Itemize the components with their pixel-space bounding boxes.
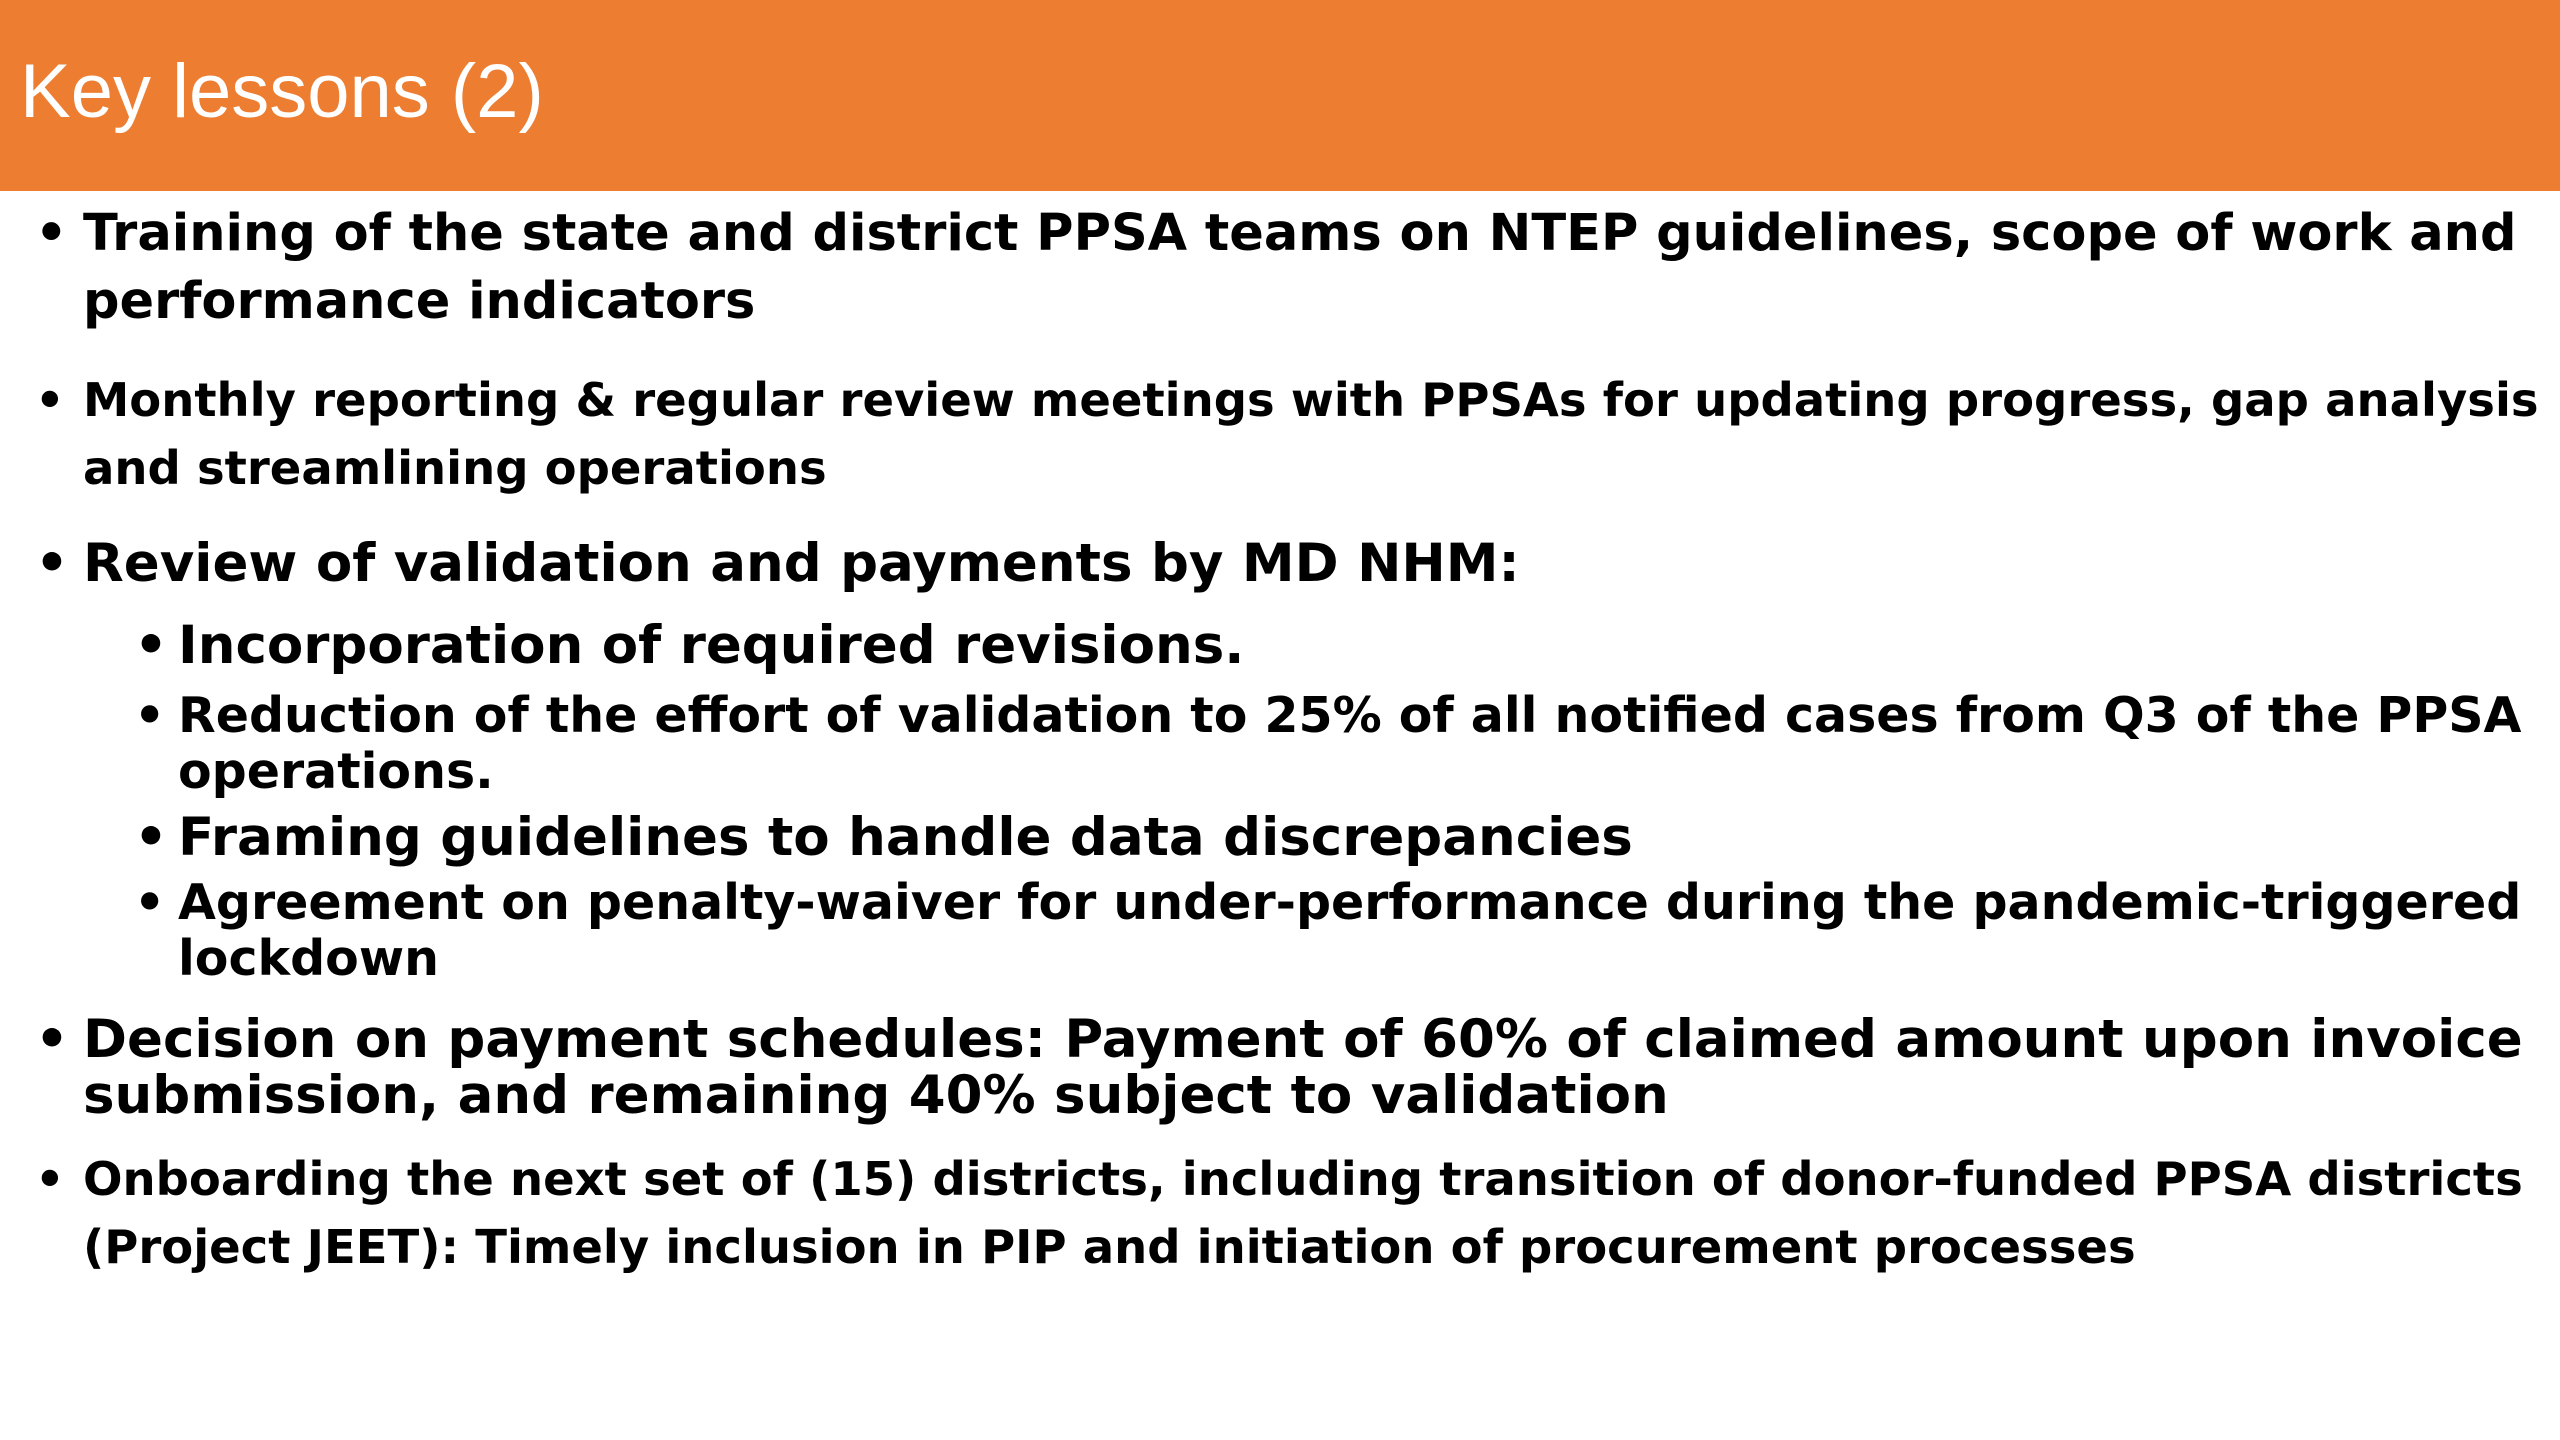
- bullet-text-line: Incorporation of required revisions.: [178, 615, 1245, 676]
- sub-bullet-item-framing: [134, 804, 1633, 872]
- bullet-item-training: [35, 200, 2517, 336]
- bullet-text-line: operations.: [178, 743, 494, 800]
- slide-title: Key lessons (2): [20, 49, 544, 134]
- bullet-item-review-validation: [35, 530, 1520, 598]
- title-bar: [0, 0, 2560, 191]
- bullet-text-line: Decision on payment schedules: Payment of 60% of claimed amount upon invoice: [83, 1009, 2523, 1070]
- bullet-dot: •: [134, 687, 166, 744]
- bullet-item-onboarding: [35, 1145, 2523, 1281]
- bullet-dot: •: [35, 373, 65, 427]
- bullet-dot: •: [134, 615, 168, 676]
- sub-bullet-item-reduction: [134, 687, 2522, 800]
- bullet-text-line: Onboarding the next set of (15) districts, including transition of donor-funded PPSA districts: [83, 1152, 2523, 1206]
- bullet-text-line: submission, and remaining 40% subject to validation: [83, 1065, 1669, 1126]
- bullet-text-line: Agreement on penalty-waiver for under-performance during the pandemic-triggered: [178, 874, 2522, 931]
- bullet-dot: •: [35, 1009, 69, 1070]
- bullet-text-line: Training of the state and district PPSA teams on NTEP guidelines, scope of work and: [83, 204, 2517, 263]
- bullet-item-monthly-reporting: [35, 366, 2539, 502]
- bullet-text-line: Framing guidelines to handle data discrepancies: [178, 807, 1633, 868]
- bullet-dot: •: [35, 1152, 65, 1206]
- sub-bullet-item-revisions: [134, 612, 1245, 680]
- bullet-text-line: lockdown: [178, 930, 439, 987]
- bullet-dot: •: [134, 874, 166, 931]
- bullet-text-line: Monthly reporting & regular review meetings with PPSAs for updating progress, gap analysis: [83, 373, 2539, 427]
- bullet-text-line: performance indicators: [83, 272, 756, 331]
- bullet-dot: •: [35, 533, 69, 594]
- bullet-dot: •: [35, 204, 68, 263]
- bullet-text-line: and streamlining operations: [83, 441, 827, 495]
- bullet-item-payment-schedules: [35, 1009, 2523, 1126]
- bullet-dot: •: [134, 807, 168, 868]
- bullet-text-line: Review of validation and payments by MD NHM:: [83, 533, 1520, 594]
- bullet-text-line: Reduction of the effort of validation to 25% of all notified cases from Q3 of the PPSA: [178, 687, 2522, 744]
- sub-bullet-item-agreement: [134, 874, 2522, 987]
- bullet-text-line: (Project JEET): Timely inclusion in PIP and initiation of procurement processes: [83, 1220, 2136, 1274]
